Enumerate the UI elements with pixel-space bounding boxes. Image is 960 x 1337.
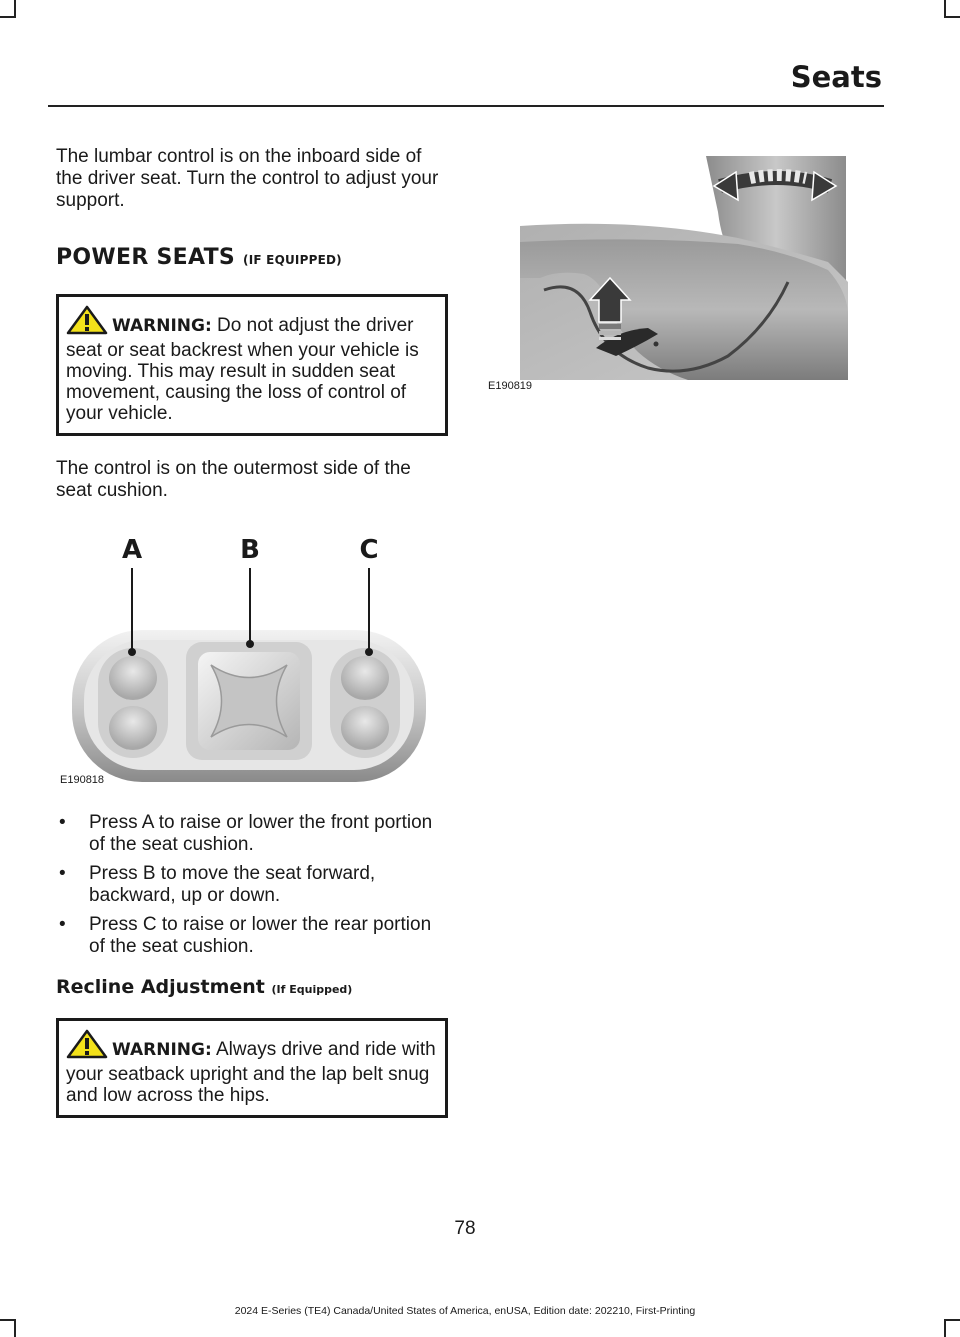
power-seats-heading-text: POWER SEATS <box>56 245 236 270</box>
list-item: • Press B to move the seat forward, backward, up or down. <box>56 863 448 907</box>
recline-warning-box <box>56 1018 448 1118</box>
warning-label: WARNING: <box>112 1040 212 1060</box>
left-column <box>56 146 448 1118</box>
power-seat-bullet-list <box>56 812 448 958</box>
crop-mark <box>0 16 16 18</box>
crop-mark <box>14 1319 16 1337</box>
power-seats-heading <box>56 245 448 270</box>
lumbar-paragraph: The lumbar control is on the inboard side of the driver seat. Turn the control to adjust your support. <box>56 146 439 211</box>
list-item: • Press C to raise or lower the rear portion of the seat cushion. <box>56 914 448 958</box>
page-number: 78 <box>454 1218 476 1239</box>
seat-control-figure <box>56 520 436 810</box>
front-cushion-up-button <box>109 656 157 700</box>
crop-mark <box>944 1319 946 1337</box>
callout-label-c: C <box>359 535 379 565</box>
warning-triangle-icon <box>66 305 108 340</box>
recline-heading <box>56 976 448 998</box>
control-location-paragraph: The control is on the outermost side of the seat cushion. <box>56 458 411 501</box>
figure-code: E190818 <box>60 774 105 786</box>
list-item: • Press A to raise or lower the front portion of the seat cushion. <box>56 812 448 856</box>
rear-cushion-up-button <box>341 656 389 700</box>
power-seats-warning-box <box>56 294 448 436</box>
rear-cushion-down-button <box>341 706 389 750</box>
seat-recline-figure <box>488 152 848 432</box>
recline-heading-suffix: (If Equipped) <box>271 983 353 996</box>
warning-text: Do not adjust the driver seat or seat backrest when your vehicle is moving. This may result in sudden seat movement, causing the loss of control of your vehicle. <box>66 315 419 424</box>
warning-text: Always drive and ride with your seatback upright and the lap belt snug and low across the hips. <box>66 1039 436 1106</box>
crop-mark <box>944 16 960 18</box>
edition-footer: 2024 E-Series (TE4) Canada/United States of America, enUSA, Edition date: 202210, First-Printing <box>234 1305 696 1317</box>
crop-mark <box>944 1319 960 1321</box>
seat-recline-illustration <box>488 152 848 402</box>
callout-label-b: B <box>240 535 260 565</box>
crop-mark <box>0 1319 16 1321</box>
power-seats-heading-suffix: (IF EQUIPPED) <box>243 253 342 267</box>
seat-control-illustration <box>56 520 436 790</box>
warning-triangle-icon <box>66 1029 108 1064</box>
callout-label-a: A <box>121 535 143 565</box>
warning-label: WARNING: <box>112 316 212 336</box>
recline-heading-text: Recline Adjustment <box>56 976 265 998</box>
front-cushion-down-button <box>109 706 157 750</box>
figure-code: E190819 <box>488 380 533 392</box>
page-section-title: Seats <box>790 60 882 94</box>
header-divider <box>48 105 884 107</box>
